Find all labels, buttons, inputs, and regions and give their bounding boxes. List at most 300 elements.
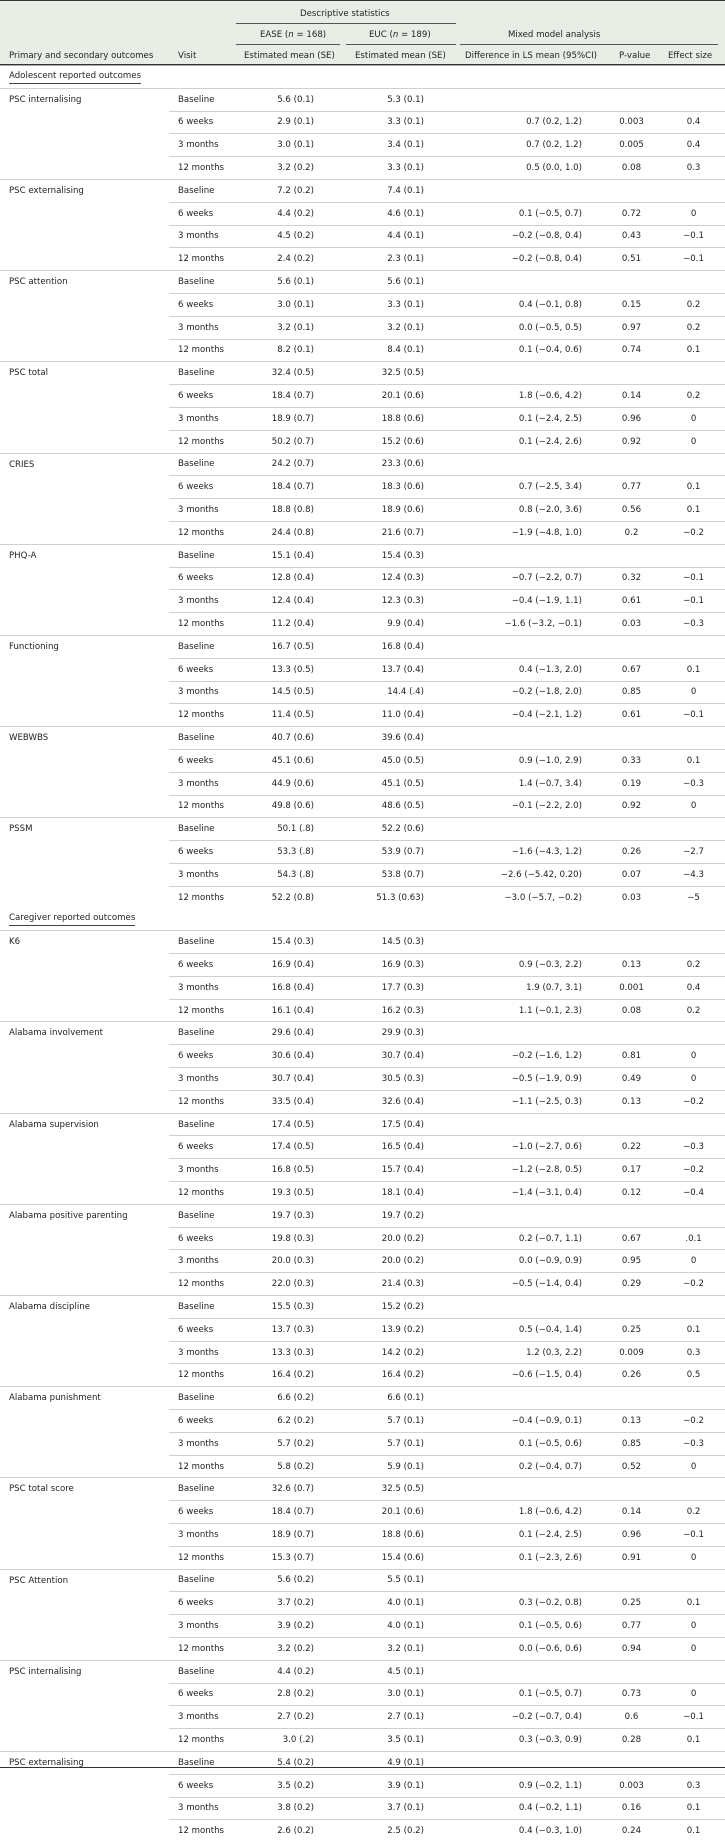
col-difference: Difference in LS mean (95%CI) bbox=[465, 51, 598, 61]
difference-cell: 0.1 (−0.5, 0.6) bbox=[450, 1615, 601, 1638]
visit-cell: 6 weeks bbox=[169, 954, 236, 977]
difference-cell bbox=[450, 453, 601, 476]
pvalue-cell: 0.13 bbox=[601, 954, 662, 977]
euc-mean-cell: 4.0 (0.1) bbox=[340, 1615, 450, 1638]
outcome-name-cell: PSC Attention bbox=[0, 1569, 169, 1660]
table-row bbox=[0, 453, 725, 476]
ease-mean-cell: 5.6 (0.1) bbox=[236, 88, 340, 111]
euc-mean-cell: 12.4 (0.3) bbox=[340, 567, 450, 590]
pvalue-cell bbox=[601, 362, 662, 385]
difference-cell bbox=[450, 88, 601, 111]
difference-cell: −0.2 (−0.8, 0.4) bbox=[450, 248, 601, 271]
visit-cell: 3 months bbox=[169, 1068, 236, 1091]
difference-cell: −0.5 (−1.4, 0.4) bbox=[450, 1273, 601, 1296]
effect-size-cell: 0.4 bbox=[662, 976, 725, 999]
euc-mean-cell: 3.7 (0.1) bbox=[340, 1797, 450, 1820]
euc-mean-cell: 4.5 (0.1) bbox=[340, 1660, 450, 1683]
euc-mean-cell: 16.2 (0.3) bbox=[340, 999, 450, 1022]
difference-cell: 0.8 (−2.0, 3.6) bbox=[450, 499, 601, 522]
visit-cell: 12 months bbox=[169, 886, 236, 908]
visit-cell: 3 months bbox=[169, 134, 236, 157]
visit-cell: Baseline bbox=[169, 544, 236, 567]
effect-size-cell: 0.1 bbox=[662, 1592, 725, 1615]
table-row bbox=[0, 1569, 725, 1592]
pvalue-cell: 0.03 bbox=[601, 613, 662, 636]
ease-mean-cell: 15.5 (0.3) bbox=[236, 1296, 340, 1319]
ease-mean-cell: 15.3 (0.7) bbox=[236, 1546, 340, 1569]
difference-cell: 1.9 (0.7, 3.1) bbox=[450, 976, 601, 999]
euc-mean-cell: 16.5 (0.4) bbox=[340, 1136, 450, 1159]
effect-size-cell: 0 bbox=[662, 1615, 725, 1638]
ease-mean-cell: 50.2 (0.7) bbox=[236, 430, 340, 453]
table-row bbox=[0, 1113, 725, 1136]
effect-size-cell bbox=[662, 931, 725, 954]
difference-cell bbox=[450, 1387, 601, 1410]
col-outcomes: Primary and secondary outcomes bbox=[9, 51, 154, 61]
euc-mean-cell: 18.1 (0.4) bbox=[340, 1182, 450, 1205]
difference-cell: −1.4 (−3.1, 0.4) bbox=[450, 1182, 601, 1205]
ease-mean-cell: 3.5 (0.2) bbox=[236, 1774, 340, 1797]
ease-mean-cell: 17.4 (0.5) bbox=[236, 1136, 340, 1159]
difference-cell: 0.4 (−0.2, 1.1) bbox=[450, 1797, 601, 1820]
table-bottom-rule bbox=[0, 1767, 725, 1768]
pvalue-cell bbox=[601, 818, 662, 841]
ease-mean-cell: 7.2 (0.2) bbox=[236, 179, 340, 202]
visit-cell: Baseline bbox=[169, 1569, 236, 1592]
euc-mean-cell: 4.4 (0.1) bbox=[340, 225, 450, 248]
difference-cell: −0.2 (−1.8, 2.0) bbox=[450, 681, 601, 704]
euc-mean-cell: 5.7 (0.1) bbox=[340, 1410, 450, 1433]
pvalue-cell: 0.97 bbox=[601, 316, 662, 339]
effect-size-cell: −0.3 bbox=[662, 772, 725, 795]
effect-size-cell: −0.2 bbox=[662, 1410, 725, 1433]
ease-mean-cell: 13.3 (0.3) bbox=[236, 1341, 340, 1364]
pvalue-cell: 0.81 bbox=[601, 1045, 662, 1068]
ease-mean-cell: 2.9 (0.1) bbox=[236, 111, 340, 134]
ease-rule bbox=[236, 44, 340, 45]
pvalue-cell: 0.51 bbox=[601, 248, 662, 271]
effect-size-cell bbox=[662, 818, 725, 841]
pvalue-cell bbox=[601, 1387, 662, 1410]
visit-cell: Baseline bbox=[169, 931, 236, 954]
visit-cell: 6 weeks bbox=[169, 1501, 236, 1524]
euc-mean-cell: 23.3 (0.6) bbox=[340, 453, 450, 476]
ease-mean-cell: 3.7 (0.2) bbox=[236, 1592, 340, 1615]
difference-cell: 0.0 (−0.6, 0.6) bbox=[450, 1637, 601, 1660]
euc-group-heading: EUC (n = 189) bbox=[369, 30, 431, 40]
effect-size-cell: −0.1 bbox=[662, 704, 725, 727]
ease-mean-cell: 3.9 (0.2) bbox=[236, 1615, 340, 1638]
ease-mean-cell: 3.8 (0.2) bbox=[236, 1797, 340, 1820]
visit-cell: 3 months bbox=[169, 976, 236, 999]
difference-cell: −1.6 (−3.2, −0.1) bbox=[450, 613, 601, 636]
effect-size-cell: 0.2 bbox=[662, 316, 725, 339]
effect-size-cell: 0 bbox=[662, 1455, 725, 1478]
visit-cell: 12 months bbox=[169, 1820, 236, 1842]
table-row bbox=[0, 1660, 725, 1683]
difference-cell: 0.4 (−0.3, 1.0) bbox=[450, 1820, 601, 1842]
effect-size-cell: 0.2 bbox=[662, 385, 725, 408]
euc-rule bbox=[346, 44, 456, 45]
visit-cell: Baseline bbox=[169, 1204, 236, 1227]
visit-cell: 3 months bbox=[169, 225, 236, 248]
difference-cell bbox=[450, 1296, 601, 1319]
effect-size-cell: 0 bbox=[662, 430, 725, 453]
outcome-name-cell: Alabama supervision bbox=[0, 1113, 169, 1204]
euc-mean-cell: 32.5 (0.5) bbox=[340, 1478, 450, 1501]
effect-size-cell: 0.1 bbox=[662, 749, 725, 772]
ease-mean-cell: 3.2 (0.2) bbox=[236, 1637, 340, 1660]
pvalue-cell: 0.91 bbox=[601, 1546, 662, 1569]
visit-cell: 12 months bbox=[169, 1182, 236, 1205]
effect-size-cell: 0 bbox=[662, 1637, 725, 1660]
euc-mean-cell: 20.0 (0.2) bbox=[340, 1227, 450, 1250]
pvalue-cell bbox=[601, 88, 662, 111]
difference-cell: 0.1 (−0.4, 0.6) bbox=[450, 339, 601, 362]
ease-mean-cell: 13.7 (0.3) bbox=[236, 1318, 340, 1341]
ease-mean-cell: 2.6 (0.2) bbox=[236, 1820, 340, 1842]
table-header bbox=[0, 0, 725, 65]
difference-cell: 0.7 (−2.5, 3.4) bbox=[450, 476, 601, 499]
ease-mean-cell: 20.0 (0.3) bbox=[236, 1250, 340, 1273]
ease-mean-cell: 15.1 (0.4) bbox=[236, 544, 340, 567]
visit-cell: 6 weeks bbox=[169, 1227, 236, 1250]
euc-mean-cell: 30.7 (0.4) bbox=[340, 1045, 450, 1068]
pvalue-cell: 0.85 bbox=[601, 681, 662, 704]
difference-cell: 0.7 (0.2, 1.2) bbox=[450, 111, 601, 134]
euc-mean-cell: 4.6 (0.1) bbox=[340, 202, 450, 225]
visit-cell: 3 months bbox=[169, 1797, 236, 1820]
difference-cell bbox=[450, 931, 601, 954]
visit-cell: 3 months bbox=[169, 1524, 236, 1547]
ease-mean-cell: 3.0 (0.1) bbox=[236, 293, 340, 316]
effect-size-cell: 0 bbox=[662, 1546, 725, 1569]
difference-cell: 0.2 (−0.4, 0.7) bbox=[450, 1455, 601, 1478]
euc-mean-cell: 17.7 (0.3) bbox=[340, 976, 450, 999]
section-row bbox=[0, 908, 725, 930]
section-title-cell bbox=[0, 908, 725, 930]
euc-mean-cell: 39.6 (0.4) bbox=[340, 727, 450, 750]
pvalue-cell bbox=[601, 1660, 662, 1683]
pvalue-cell: 0.29 bbox=[601, 1273, 662, 1296]
ease-mean-cell: 29.6 (0.4) bbox=[236, 1022, 340, 1045]
ease-mean-cell: 12.8 (0.4) bbox=[236, 567, 340, 590]
euc-mean-cell: 3.2 (0.1) bbox=[340, 1637, 450, 1660]
outcome-name-cell: CRIES bbox=[0, 453, 169, 544]
euc-mean-cell: 2.3 (0.1) bbox=[340, 248, 450, 271]
pvalue-cell: 0.08 bbox=[601, 157, 662, 180]
euc-mean-cell: 15.2 (0.6) bbox=[340, 430, 450, 453]
euc-mean-cell: 5.7 (0.1) bbox=[340, 1432, 450, 1455]
visit-cell: 12 months bbox=[169, 339, 236, 362]
pvalue-cell: 0.13 bbox=[601, 1090, 662, 1113]
pvalue-cell: 0.6 bbox=[601, 1706, 662, 1729]
euc-mean-cell: 18.9 (0.6) bbox=[340, 499, 450, 522]
euc-mean-cell: 4.9 (0.1) bbox=[340, 1751, 450, 1774]
visit-cell: 6 weeks bbox=[169, 476, 236, 499]
euc-mean-cell: 3.3 (0.1) bbox=[340, 293, 450, 316]
difference-cell: −0.6 (−1.5, 0.4) bbox=[450, 1364, 601, 1387]
difference-cell bbox=[450, 727, 601, 750]
euc-mean-cell: 5.9 (0.1) bbox=[340, 1455, 450, 1478]
effect-size-cell: −0.3 bbox=[662, 613, 725, 636]
ease-mean-cell: 17.4 (0.5) bbox=[236, 1113, 340, 1136]
outcome-name-cell: PHQ-A bbox=[0, 544, 169, 635]
pvalue-cell bbox=[601, 271, 662, 294]
table-row bbox=[0, 544, 725, 567]
ease-mean-cell: 19.8 (0.3) bbox=[236, 1227, 340, 1250]
ease-mean-cell: 18.9 (0.7) bbox=[236, 407, 340, 430]
pvalue-cell: 0.003 bbox=[601, 1774, 662, 1797]
difference-cell bbox=[450, 1660, 601, 1683]
effect-size-cell: 0 bbox=[662, 795, 725, 818]
outcome-name-cell: PSC total score bbox=[0, 1478, 169, 1569]
effect-size-cell: −0.3 bbox=[662, 1432, 725, 1455]
euc-mean-cell: 19.7 (0.2) bbox=[340, 1204, 450, 1227]
pvalue-cell: 0.005 bbox=[601, 134, 662, 157]
visit-cell: 6 weeks bbox=[169, 111, 236, 134]
table-row bbox=[0, 1296, 725, 1319]
euc-mean-cell: 13.7 (0.4) bbox=[340, 658, 450, 681]
visit-cell: 3 months bbox=[169, 590, 236, 613]
table-row bbox=[0, 1478, 725, 1501]
table-row bbox=[0, 1204, 725, 1227]
difference-cell: −0.4 (−0.9, 0.1) bbox=[450, 1410, 601, 1433]
effect-size-cell bbox=[662, 88, 725, 111]
visit-cell: 12 months bbox=[169, 999, 236, 1022]
table-row bbox=[0, 818, 725, 841]
visit-cell: 3 months bbox=[169, 499, 236, 522]
col-visit: Visit bbox=[178, 51, 197, 61]
effect-size-cell: 0.2 bbox=[662, 954, 725, 977]
outcome-name-cell: Alabama involvement bbox=[0, 1022, 169, 1113]
visit-cell: 3 months bbox=[169, 1615, 236, 1638]
effect-size-cell: −5 bbox=[662, 886, 725, 908]
pvalue-cell: 0.73 bbox=[601, 1683, 662, 1706]
visit-cell: 6 weeks bbox=[169, 293, 236, 316]
euc-mean-cell: 14.5 (0.3) bbox=[340, 931, 450, 954]
outcome-name-cell: PSC total bbox=[0, 362, 169, 453]
visit-cell: 6 weeks bbox=[169, 385, 236, 408]
table-row bbox=[0, 635, 725, 658]
difference-cell: −3.0 (−5.7, −0.2) bbox=[450, 886, 601, 908]
euc-mean-cell: 15.2 (0.2) bbox=[340, 1296, 450, 1319]
ease-mean-cell: 18.4 (0.7) bbox=[236, 476, 340, 499]
visit-cell: 12 months bbox=[169, 430, 236, 453]
difference-cell: 0.1 (−2.4, 2.5) bbox=[450, 407, 601, 430]
table-row bbox=[0, 179, 725, 202]
effect-size-cell: 0.3 bbox=[662, 157, 725, 180]
ease-mean-cell: 54.3 (.8) bbox=[236, 863, 340, 886]
ease-mean-cell: 53.3 (.8) bbox=[236, 841, 340, 864]
pvalue-cell bbox=[601, 1569, 662, 1592]
visit-cell: Baseline bbox=[169, 1113, 236, 1136]
difference-cell: 0.4 (−1.3, 2.0) bbox=[450, 658, 601, 681]
effect-size-cell bbox=[662, 1569, 725, 1592]
results-table bbox=[0, 65, 725, 1842]
ease-mean-cell: 50.1 (.8) bbox=[236, 818, 340, 841]
euc-mean-cell: 14.4 (.4) bbox=[340, 681, 450, 704]
effect-size-cell: 0.5 bbox=[662, 1364, 725, 1387]
difference-cell: 1.2 (0.3, 2.2) bbox=[450, 1341, 601, 1364]
pvalue-cell: 0.26 bbox=[601, 841, 662, 864]
pvalue-cell: 0.72 bbox=[601, 202, 662, 225]
effect-size-cell: −0.1 bbox=[662, 590, 725, 613]
ease-mean-cell: 16.8 (0.4) bbox=[236, 976, 340, 999]
effect-size-cell bbox=[662, 271, 725, 294]
visit-cell: Baseline bbox=[169, 635, 236, 658]
visit-cell: Baseline bbox=[169, 453, 236, 476]
effect-size-cell: 0.1 bbox=[662, 1797, 725, 1820]
effect-size-cell bbox=[662, 1296, 725, 1319]
difference-cell: −0.7 (−2.2, 0.7) bbox=[450, 567, 601, 590]
difference-cell: −0.1 (−2.2, 2.0) bbox=[450, 795, 601, 818]
difference-cell: −1.2 (−2.8, 0.5) bbox=[450, 1159, 601, 1182]
effect-size-cell: −0.4 bbox=[662, 1182, 725, 1205]
euc-mean-cell: 11.0 (0.4) bbox=[340, 704, 450, 727]
euc-mean-cell: 5.6 (0.1) bbox=[340, 271, 450, 294]
difference-cell: 1.1 (−0.1, 2.3) bbox=[450, 999, 601, 1022]
visit-cell: 6 weeks bbox=[169, 1683, 236, 1706]
pvalue-cell bbox=[601, 179, 662, 202]
visit-cell: 12 months bbox=[169, 157, 236, 180]
pvalue-cell: 0.52 bbox=[601, 1455, 662, 1478]
pvalue-cell: 0.003 bbox=[601, 111, 662, 134]
outcome-name-cell: Alabama positive parenting bbox=[0, 1204, 169, 1295]
table-row bbox=[0, 1751, 725, 1774]
outcome-name-cell: K6 bbox=[0, 931, 169, 1022]
ease-mean-cell: 18.4 (0.7) bbox=[236, 1501, 340, 1524]
pvalue-cell: 0.96 bbox=[601, 1524, 662, 1547]
difference-cell: 0.5 (0.0, 1.0) bbox=[450, 157, 601, 180]
effect-size-cell bbox=[662, 453, 725, 476]
effect-size-cell: 0 bbox=[662, 202, 725, 225]
pvalue-cell: 0.25 bbox=[601, 1592, 662, 1615]
ease-mean-cell: 16.4 (0.2) bbox=[236, 1364, 340, 1387]
effect-size-cell: −4.3 bbox=[662, 863, 725, 886]
ease-mean-cell: 19.7 (0.3) bbox=[236, 1204, 340, 1227]
pvalue-cell bbox=[601, 1204, 662, 1227]
euc-mean-cell: 3.2 (0.1) bbox=[340, 316, 450, 339]
outcome-name-cell: Alabama discipline bbox=[0, 1296, 169, 1387]
ease-mean-cell: 49.8 (0.6) bbox=[236, 795, 340, 818]
pvalue-cell: 0.67 bbox=[601, 1227, 662, 1250]
visit-cell: Baseline bbox=[169, 1751, 236, 1774]
difference-cell: −0.4 (−1.9, 1.1) bbox=[450, 590, 601, 613]
pvalue-cell: 0.43 bbox=[601, 225, 662, 248]
ease-mean-cell: 14.5 (0.5) bbox=[236, 681, 340, 704]
mixed-model-heading: Mixed model analysis bbox=[508, 30, 601, 40]
effect-size-cell bbox=[662, 1022, 725, 1045]
euc-mean-cell: 8.4 (0.1) bbox=[340, 339, 450, 362]
effect-size-cell: 0.2 bbox=[662, 999, 725, 1022]
difference-cell: 0.1 (−2.4, 2.5) bbox=[450, 1524, 601, 1547]
euc-mean-cell: 12.3 (0.3) bbox=[340, 590, 450, 613]
ease-mean-cell: 16.8 (0.5) bbox=[236, 1159, 340, 1182]
pvalue-cell: 0.61 bbox=[601, 704, 662, 727]
euc-mean-cell: 3.0 (0.1) bbox=[340, 1683, 450, 1706]
effect-size-cell: 0.1 bbox=[662, 658, 725, 681]
euc-mean-cell: 14.2 (0.2) bbox=[340, 1341, 450, 1364]
difference-cell bbox=[450, 1751, 601, 1774]
difference-cell: −1.1 (−2.5, 0.3) bbox=[450, 1090, 601, 1113]
pvalue-cell: 0.67 bbox=[601, 658, 662, 681]
ease-mean-cell: 3.2 (0.1) bbox=[236, 316, 340, 339]
pvalue-cell: 0.33 bbox=[601, 749, 662, 772]
ease-mean-cell: 5.6 (0.1) bbox=[236, 271, 340, 294]
euc-mean-cell: 21.6 (0.7) bbox=[340, 521, 450, 544]
pvalue-cell: 0.85 bbox=[601, 1432, 662, 1455]
effect-size-cell: 0 bbox=[662, 681, 725, 704]
col-euc-mean: Estimated mean (SE) bbox=[355, 51, 446, 61]
euc-mean-cell: 4.0 (0.1) bbox=[340, 1592, 450, 1615]
difference-cell: 0.4 (−0.1, 0.8) bbox=[450, 293, 601, 316]
euc-mean-cell: 15.4 (0.3) bbox=[340, 544, 450, 567]
euc-mean-cell: 16.4 (0.2) bbox=[340, 1364, 450, 1387]
ease-mean-cell: 11.4 (0.5) bbox=[236, 704, 340, 727]
pvalue-cell: 0.2 bbox=[601, 521, 662, 544]
visit-cell: Baseline bbox=[169, 1660, 236, 1683]
pvalue-cell: 0.32 bbox=[601, 567, 662, 590]
ease-mean-cell: 5.8 (0.2) bbox=[236, 1455, 340, 1478]
ease-mean-cell: 40.7 (0.6) bbox=[236, 727, 340, 750]
euc-mean-cell: 29.9 (0.3) bbox=[340, 1022, 450, 1045]
col-effect-size: Effect size bbox=[668, 51, 713, 61]
effect-size-cell: −0.2 bbox=[662, 1273, 725, 1296]
difference-cell: 1.8 (−0.6, 4.2) bbox=[450, 1501, 601, 1524]
effect-size-cell: −0.2 bbox=[662, 1159, 725, 1182]
visit-cell: 12 months bbox=[169, 248, 236, 271]
euc-mean-cell: 45.1 (0.5) bbox=[340, 772, 450, 795]
effect-size-cell bbox=[662, 1113, 725, 1136]
effect-size-cell: 0.1 bbox=[662, 1729, 725, 1752]
visit-cell: 12 months bbox=[169, 1546, 236, 1569]
ease-mean-cell: 16.9 (0.4) bbox=[236, 954, 340, 977]
difference-cell bbox=[450, 1022, 601, 1045]
visit-cell: 3 months bbox=[169, 681, 236, 704]
ease-mean-cell: 3.2 (0.2) bbox=[236, 157, 340, 180]
ease-mean-cell: 15.4 (0.3) bbox=[236, 931, 340, 954]
visit-cell: 6 weeks bbox=[169, 1136, 236, 1159]
ease-mean-cell: 30.7 (0.4) bbox=[236, 1068, 340, 1091]
euc-mean-cell: 51.3 (0.63) bbox=[340, 886, 450, 908]
ease-mean-cell: 44.9 (0.6) bbox=[236, 772, 340, 795]
euc-mean-cell: 15.7 (0.4) bbox=[340, 1159, 450, 1182]
euc-mean-cell: 48.6 (0.5) bbox=[340, 795, 450, 818]
pvalue-cell: 0.24 bbox=[601, 1820, 662, 1842]
pvalue-cell: 0.74 bbox=[601, 339, 662, 362]
pvalue-cell bbox=[601, 1022, 662, 1045]
outcome-name-cell: PSC internalising bbox=[0, 1660, 169, 1751]
visit-cell: 3 months bbox=[169, 772, 236, 795]
section-row bbox=[0, 66, 725, 89]
pvalue-cell bbox=[601, 453, 662, 476]
pvalue-cell: 0.14 bbox=[601, 1501, 662, 1524]
effect-size-cell bbox=[662, 179, 725, 202]
difference-cell: −0.5 (−1.9, 0.9) bbox=[450, 1068, 601, 1091]
visit-cell: 3 months bbox=[169, 1159, 236, 1182]
visit-cell: 12 months bbox=[169, 521, 236, 544]
pvalue-cell: 0.92 bbox=[601, 795, 662, 818]
outcome-name-cell: Functioning bbox=[0, 635, 169, 726]
ease-mean-cell: 4.4 (0.2) bbox=[236, 202, 340, 225]
difference-cell bbox=[450, 1113, 601, 1136]
ease-mean-cell: 24.4 (0.8) bbox=[236, 521, 340, 544]
pvalue-cell: 0.17 bbox=[601, 1159, 662, 1182]
difference-cell: −1.0 (−2.7, 0.6) bbox=[450, 1136, 601, 1159]
euc-mean-cell: 6.6 (0.1) bbox=[340, 1387, 450, 1410]
visit-cell: 6 weeks bbox=[169, 749, 236, 772]
